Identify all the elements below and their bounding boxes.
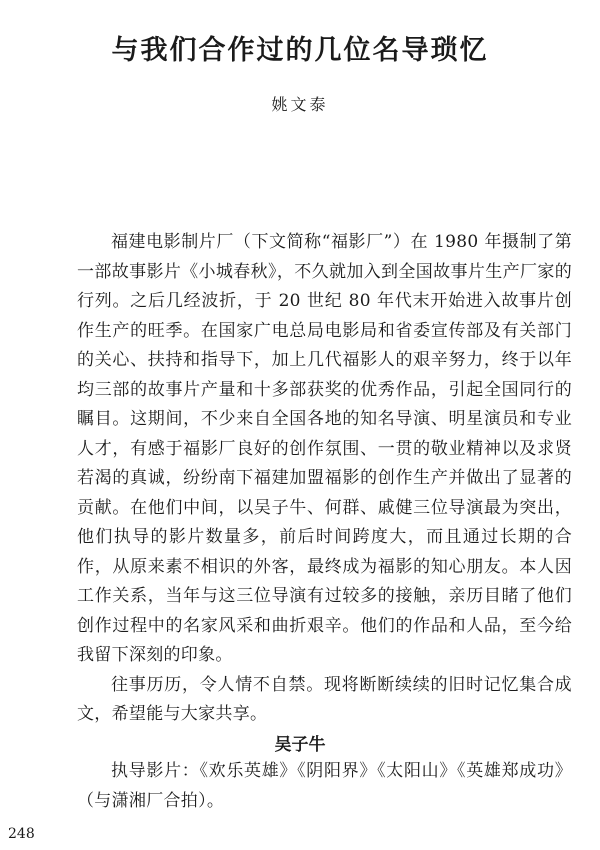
filmography-paragraph: 执导影片：《欢乐英雄》《阴阳界》《太阳山》《英雄郑成功》（与潇湘厂合拍）。 bbox=[77, 761, 572, 811]
body-paragraph: 福建电影制片厂（下文简称“福影厂”）在 1980 年摄制了第一部故事影片《小城春秋》，不久就加入到全国故事片生产厂家的行列。之后几经波折，于 20 世纪 80 年代末开始进入故事片创作生产的旺季。在国家广电总局电影局和省委宣传部及有关部门的关心、扶持和指导下，加上几代福影人的艰辛努力，终于以年均三部的故事片产量和十多部获奖的优秀作品，引起全国同行的瞩目。这期间，不少来自全国各地的知名导演、明星演员和专业人才，有感于福影厂良好的创作氛围、一贯的敬业精神以及求贤若渴的真诚，纷纷南下福建加盟福影的创作生产并做出了显著的贡献。在他们中间，以吴子牛、何群、戚健三位导演最为突出，他们执导的影片数量多，前后时间跨度大，而且通过长期的合作，从原来素不相识的外客，最终成为福影的知心朋友。本人因工作关系，当年与这三位导演有过较多的接触，亲历目睹了他们创作过程中的名家风采和曲折艰辛。他们的作品和人品，至今给我留下深刻的印象。 bbox=[77, 232, 572, 665]
section-heading: 吴子牛 bbox=[274, 735, 326, 755]
article-title: 与我们合作过的几位名导琐忆 bbox=[111, 35, 489, 66]
article-author: 姚文泰 bbox=[271, 95, 329, 114]
page-number: 248 bbox=[8, 826, 35, 842]
article-body bbox=[77, 228, 572, 730]
body-paragraph: 往事历历，令人情不自禁。现将断断续续的旧时记忆集合成文，希望能与大家共享。 bbox=[77, 674, 572, 724]
